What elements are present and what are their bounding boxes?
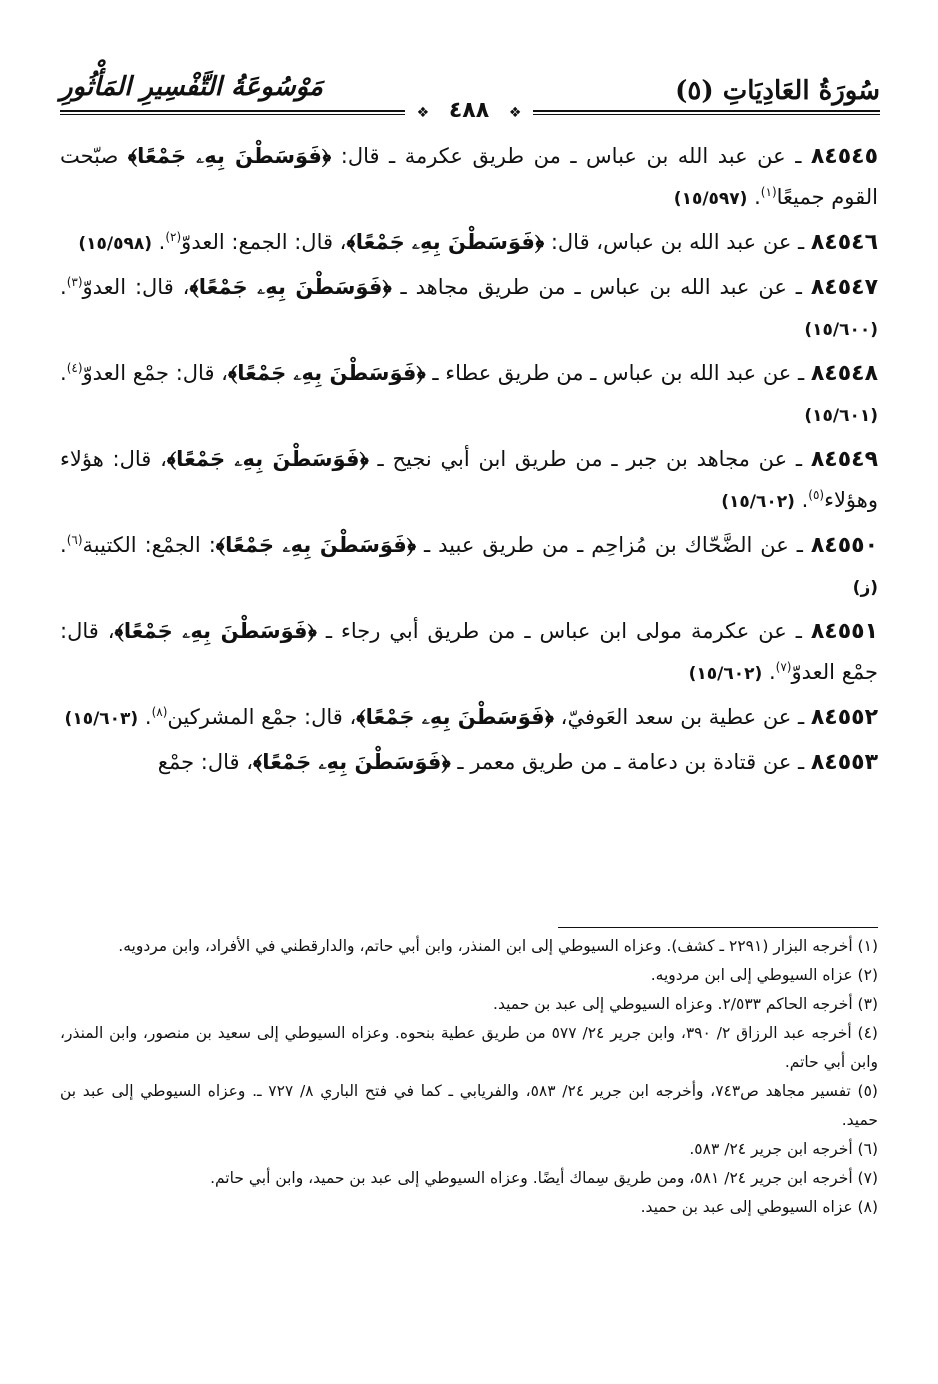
volume-reference: (١٥/٦٠٣) [64,709,139,729]
volume-reference: (١٥/٦٠٢) [688,664,763,684]
entry-tail: . [138,705,152,729]
hadith-entry [60,267,878,350]
entry-chain: ـ عن عبد الله بن عباس ـ من طريق عكرمة ـ قال: [331,144,811,168]
volume-reference: (١٥/٦٠٢) [721,492,795,512]
footnote-marker: (٣) [66,275,83,289]
hadith-entry [60,742,878,783]
quran-quote: ﴿فَوَسَطْنَ بِهِۦ جَمْعًا﴾ [215,533,417,557]
entry-number: ٨٤٥٥٣ [810,750,878,775]
footnote-marker: (٦) [66,533,83,547]
entry-tail: . [151,230,166,254]
footnote: (٧) أخرجه ابن جرير ٢٤/ ٥٨١، ومن طريق سِماك أيضًا. وعزاه السيوطي إلى عبد بن حميد، وابن أبي حاتم. [210,1169,878,1187]
entry-number: ٨٤٥٥١ [810,619,878,644]
volume-reference: (ز) [852,578,878,598]
quran-quote: ﴿فَوَسَطْنَ بِهِۦ جَمْعًا﴾ [253,750,451,774]
quran-quote: ﴿فَوَسَطْنَ بِهِۦ جَمْعًا﴾ [127,144,332,168]
entry-text: ، قال: الجمع: العدوّ [181,230,347,254]
quran-quote: ﴿فَوَسَطْنَ بِهِۦ جَمْعًا﴾ [114,619,317,643]
entry-tail: . [60,361,67,385]
volume-reference: (١٥/٦٠١) [804,406,878,426]
entry-tail: . [794,488,809,512]
page-number: ٤٨٨ [443,98,495,123]
quran-quote: ﴿فَوَسَطْنَ بِهِۦ جَمْعًا﴾ [356,705,554,729]
footnote: (٣) أخرجه الحاكم ٢/٥٣٣. وعزاه السيوطي إلى عبد بن حميد. [493,995,878,1013]
hadith-entry [60,439,878,522]
entry-number: ٨٤٥٤٦ [810,230,878,255]
entry-number: ٨٤٥٤٧ [810,275,878,300]
entry-tail: . [60,275,67,299]
ornament-icon: ❖ [503,105,528,121]
volume-reference: (١٥/٥٩٧) [673,189,748,209]
entry-number: ٨٤٥٤٥ [810,144,878,169]
footnote-separator [558,927,878,928]
footnote: (٢) عزاه السيوطي إلى ابن مردويه. [650,966,878,984]
entry-text: ، قال: جمْع المشركين [167,705,357,729]
surah-title: سُورَةُ العَادِيَاتِ (٥) [675,76,880,106]
entry-chain: ـ عن عبد الله بن عباس ـ من طريق مجاهد ـ [391,275,811,299]
volume-reference: (١٥/٦٠٠) [804,320,878,340]
footnote-marker: (١) [760,185,777,199]
quran-quote: ﴿فَوَسَطْنَ بِهِۦ جَمْعًا﴾ [166,447,369,471]
entry-chain: ـ عن عبد الله بن عباس ـ من طريق عطاء ـ [425,361,811,385]
hadith-entry [60,697,878,739]
entry-chain: ـ عن عكرمة مولى ابن عباس ـ من طريق أبي رجاء ـ [316,619,811,643]
book-title: مَوْسُوعَةُ التَّفْسِيرِ المَأْثُورِ [60,72,323,102]
entry-text: ، قال: جمْع العدوّ [60,619,878,684]
footnote: (٥) تفسير مجاهد ص٧٤٣، وأخرجه ابن جرير ٢٤/ ٥٨٣، والفريابي ـ كما في فتح الباري ٨/ ٧٢٧ ـ. وعزاه السيوطي إلى عبد بن حميد. [60,1082,878,1129]
entry-number: ٨٤٥٥٢ [810,705,878,730]
quran-quote: ﴿فَوَسَطْنَ بِهِۦ جَمْعًا﴾ [346,230,545,254]
volume-reference: (١٥/٥٩٨) [78,234,152,254]
entry-number: ٨٤٥٤٩ [810,447,878,472]
entry-text: ، قال: جمْع [157,750,253,774]
hadith-entry [60,222,878,264]
footnote: (٨) عزاه السيوطي إلى عبد بن حميد. [640,1198,878,1216]
footnote-marker: (٤) [66,361,83,375]
entry-number: ٨٤٥٤٨ [810,361,879,386]
hadith-entry [60,525,878,608]
footnote: (٦) أخرجه ابن جرير ٢٤/ ٥٨٣. [689,1140,878,1158]
entry-chain: ـ عن عطية بن سعد العَوفيّ، [553,705,811,729]
hadith-entry [60,611,878,694]
ornament-icon: ❖ [411,105,436,121]
entry-chain: ـ عن الضَّحّاك بن مُزاحِم ـ من طريق عبيد ـ [416,533,811,557]
quran-quote: ﴿فَوَسَطْنَ بِهِۦ جَمْعًا﴾ [227,361,426,385]
entry-chain: ـ عن عبد الله بن عباس، قال: [544,230,811,254]
quran-quote: ﴿فَوَسَطْنَ بِهِۦ جَمْعًا﴾ [189,275,392,299]
footnote-marker: (٢) [165,230,182,244]
footnote: (٤) أخرجه عبد الرزاق ٢/ ٣٩٠، وابن جرير ٢٤/ ٥٧٧ من طريق عطية بنحوه. وعزاه السيوطي إلى سعيد بن منصور، وابن المنذر، وابن أبي حاتم. [60,1024,878,1071]
entry-text: صبّحت القوم جميعًا [60,144,878,209]
footnote-marker: (٧) [775,660,792,674]
entry-text: ، قال: هؤلاء وهؤلاء [60,447,878,512]
entries-list [60,136,878,786]
entry-tail: . [60,533,67,557]
entry-text: ، قال: جمْع العدوّ [82,361,228,385]
footnotes [60,932,878,1222]
entry-number: ٨٤٥٥٠ [810,533,879,558]
entry-chain: ـ عن قتادة بن دعامة ـ من طريق معمر ـ [450,750,811,774]
footnote-marker: (٥) [808,488,825,502]
page-number-wrap [0,98,938,123]
footnote-marker: (٨) [151,705,168,719]
hadith-entry [60,136,878,219]
entry-chain: ـ عن مجاهد بن جبر ـ من طريق ابن أبي نجيح ـ [368,447,811,471]
hadith-entry [60,353,878,436]
footnote: (١) أخرجه البزار (٢٢٩١ ـ كشف). وعزاه السيوطي إلى ابن المنذر، وابن أبي حاتم، والدارقطني في الأفراد، وابن مردويه. [118,937,878,955]
entry-tail: . [762,660,776,684]
entry-text: ، قال: العدوّ [82,275,190,299]
entry-tail: . [747,185,761,209]
entry-text: : الجمْع: الكتيبة [82,533,216,557]
